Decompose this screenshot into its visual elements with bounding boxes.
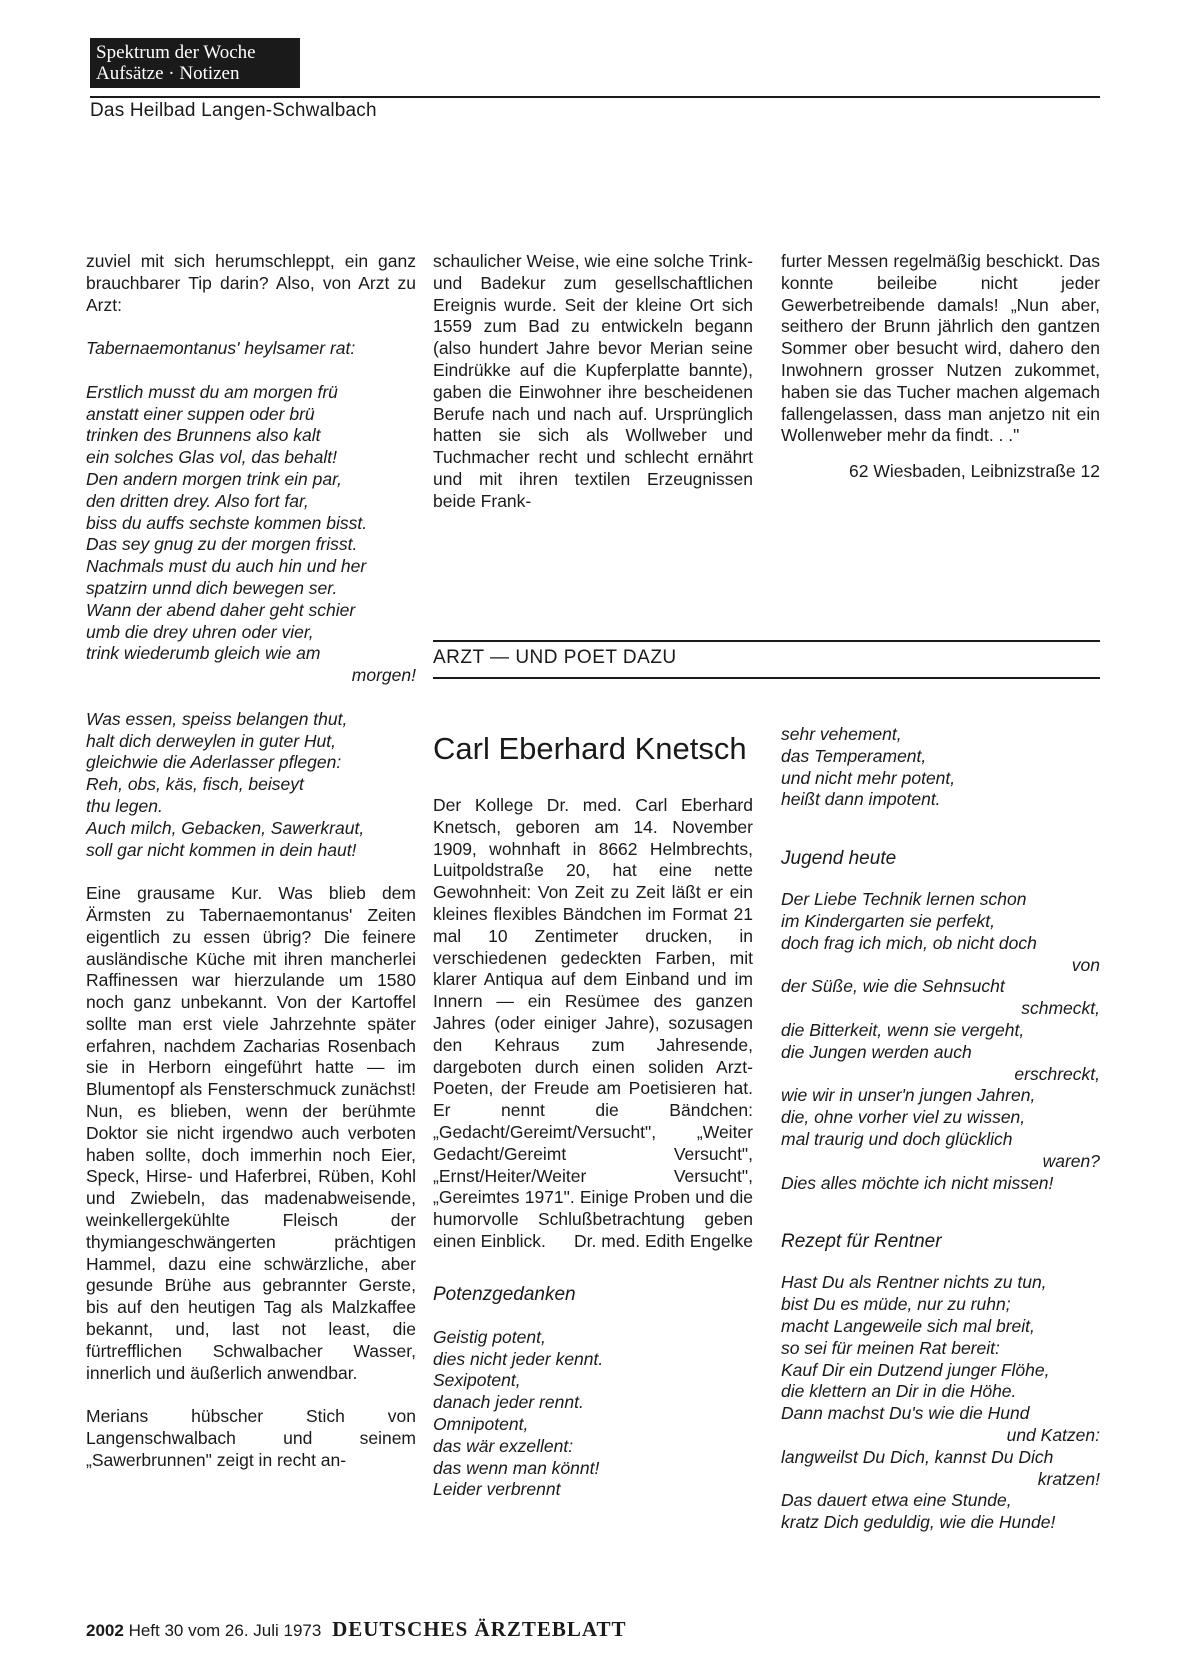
poem-line: wie wir in unser'n jungen Jahren, [781,1085,1036,1106]
poem-tabernaemontanus [86,382,416,665]
poem-line: doch frag ich mich, ob nicht doch [781,932,1037,953]
poem-line: waren? [1042,1150,1100,1171]
poem-line: erschreckt, [1014,1063,1100,1084]
poem-jugend-heute [781,889,1100,1194]
poem-line: den dritten drey. Also fort far, [86,490,309,511]
col2-paragraph: schaulicher Weise, wie eine solche Trink- und Badekur zum gesellschaftlichen Ereignis wurde. Seit der kleine Ort sich 1559 zum Bad zu entwickeln begann (also hundert Jahre bevor Merian seine Eindrükke auf die Kupferplatte bannte), gaben die Einwohner ihre bescheidenen Berufe nach und nach auf. Ursprünglich hatten sie sich als Wollweber und Tuchmacher recht und schlecht ernährt und mit ihren textilen Erzeugnissen beide Frank- [433,251,753,511]
article-author: Dr. med. Edith Engelke [574,1230,753,1251]
poem-line: Erstlich musst du am morgen frü [86,381,338,402]
poem-line: kratzen! [1037,1468,1100,1489]
poem-line: die, ohne vorher viel zu wissen, [781,1107,1026,1128]
poem-line: macht Langeweile sich mal breit, [781,1315,1035,1336]
poem-line: Reh, obs, käs, fisch, beiseyt [86,774,304,795]
column-3-bottom [781,724,1100,1534]
poem-potenzgedanken-continued [781,724,1100,811]
poem-line: Leider verbrennt [433,1479,561,1500]
poem-line: Den andern morgen trink ein par, [86,468,342,489]
poem-title-rezept-fuer-rentner: Rezept für Rentner [781,1231,942,1253]
section-rule-top [433,640,1100,642]
col1-paragraph-1: Eine grausame Kur. Was blieb dem Ärmsten zu Tabernaemontanus' Zeiten eigentlich zu essen übrig? Die feinere ausländische Küche mit ihren mancherlei Raffinessen war hierzulande um 1580 noch ganz unbekannt. Von der Kartoffel sollte man erst viele Jahrzehnte später erfahren, nachdem Zacharias Rosenbach sie in Herborn eingeführt hatte — im Blumentopf als Fensterschmuck zunächst! Nun, es blieben, wenn der berühmte Doktor sie nicht irgendwo auch verboten haben sollte, doch immerhin noch Eier, Speck, Hirse- und Haferbrei, Rüben, Kohl und Zwiebeln, das madenabweisende, weinkellergekühlte Fleisch der thymiangeschwängerten prächtigen Hammel, dazu eine schwärzliche, aber gesunde Brühe aus gebrannter Gerste, bis auf den heutigen Tag als Malzkaffee bekannt, und, last not least, die fürtrefflichen Schwalbacher Wasser, innerlich und äußerlich anwendbar. [86,883,416,1383]
poem-line: thu legen. [86,795,163,816]
poem-line: kratz Dich geduldig, wie die Hunde! [781,1512,1056,1533]
poem-line: biss du auffs sechste kommen bisst. [86,512,368,533]
page-subtitle: Das Heilbad Langen-Schwalbach [90,100,377,121]
section-header-box [90,38,300,88]
poem-title-potenzgedanken: Potenzgedanken [433,1283,576,1305]
poem-line: Das sey gnug zu der morgen frisst. [86,534,358,555]
column-2-bottom [433,795,753,1501]
poem-line: bist Du es müde, nur zu ruhn; [781,1294,1011,1315]
poem-line: Sexipotent, [433,1370,521,1391]
poem-line: das wenn man könnt! [433,1457,600,1478]
poem-line: Was essen, speiss belangen thut, [86,708,348,729]
poem-line: heißt dann impotent. [781,789,941,810]
col3-paragraph: furter Messen regelmäßig beschickt. Das konnte beileibe nicht jeder Gewerbetreibende damals! „Nun aber, seithero der Brunn jährlich den gantzen Sommer ober besucht wird, dahero den Inwohnern grosser Nutzen zukommet, haben sie das Tucher machen algemach fallengelassen, dass man anjetzo nit ein Wollenweber mehr da findt. . ." [781,251,1100,446]
section-rule-bottom [433,677,1100,679]
poem-line: Dann machst Du's wie die Hund [781,1403,1030,1424]
poem-line: dies nicht jeder kennt. [433,1348,604,1369]
page-number: 2002 [86,1621,124,1640]
knetsch-intro: Der Kollege Dr. med. Carl Eberhard Knetsch, geboren am 14. November 1909, wohnhaft in 8662 Helmbrechts, Luitpoldstraße 20, hat eine nette Gewohnheit: Von Zeit zu Zeit läßt er ein kleines flexibles Bändchen im Format 21 mal 10 Zentimeter drucken, in verschiedenen gedeckten Farben, mit klarer Antiqua auf dem Einband und im Innern — ein Resümee des ganzen Jahres (oder einiger Jahre), sozusagen den Kehraus zum Jahresende, dargeboten durch einen soliden Arzt-Poeten, der Freude am Poetisieren hat. Er nennt die Bändchen: „Gedacht/Gereimt/Versucht", „Weiter Gedacht/Gereimt Versucht", „Ernst/Heiter/Weiter Versucht", „Gereimtes 1971". Einige Proben und die humorvolle Schlußbetrachtung geben einen Einblick. [433,795,753,1251]
page-footer [86,1618,627,1642]
section-header-line2: Aufsätze · Notizen [96,63,240,84]
poem-line: Auch milch, Gebacken, Sawerkraut, [86,817,365,838]
poem-line: trinken des Brunnens also kalt [86,425,321,446]
poem-line: Der Liebe Technik lernen schon [781,889,1027,910]
poem-line: und nicht mehr potent, [781,767,956,788]
poem-line: die klettern an Dir in die Höhe. [781,1381,1017,1402]
poem-title-tabernaemontanus: Tabernaemontanus' heylsamer rat: [86,338,356,359]
poem-line: das wär exzellent: [433,1435,574,1456]
poem-diet-rules [86,709,416,862]
poem-line: die Jungen werden auch [781,1041,972,1062]
poem-line: so sei für meinen Rat bereit: [781,1337,1000,1358]
poem-line: sehr vehement, [781,724,902,744]
issue-info: Heft 30 vom 26. Juli 1973 [128,1621,322,1640]
poem-line: die Bitterkeit, wenn sie vergeht, [781,1019,1025,1040]
author-address: 62 Wiesbaden, Leibnizstraße 12 [849,461,1100,482]
poem-line: halt dich derweylen in guter Hut, [86,730,336,751]
column-3-top [781,251,1100,483]
poem-line: Hast Du als Rentner nichts zu tun, [781,1272,1047,1293]
poem-line: Kauf Dir ein Dutzend junger Flöhe, [781,1359,1050,1380]
poem-title-jugend-heute: Jugend heute [781,848,897,870]
poem-rezept-fuer-rentner [781,1272,1100,1534]
poem-line: umb die drey uhren oder vier, [86,621,314,642]
column-1 [86,251,416,1472]
poem-line: anstatt einer suppen oder brü [86,403,315,424]
poem-line: ein solches Glas vol, das behalt! [86,447,337,468]
poem-line: der Süße, wie die Sehnsucht [781,976,1005,997]
header-rule [90,96,1100,98]
poem-line: spatzirn unnd dich bewegen ser. [86,577,338,598]
poem-line: Wann der abend daher geht schier [86,599,356,620]
poem-line: mal traurig und doch glücklich [781,1128,1013,1149]
poem-line-last: morgen! [351,665,416,686]
poem-line: das Temperament, [781,745,927,766]
column-2-top [433,251,753,513]
poem-line: gleichwie die Aderlasser pflegen: [86,752,342,773]
poem-line: und Katzen: [1006,1424,1100,1445]
poem-line: danach jeder rennt. [433,1392,584,1413]
poem-line: soll gar nicht kommen in dein haut! [86,839,357,860]
poem-line: im Kindergarten sie perfekt, [781,910,995,931]
poem-line: langweilst Du Dich, kannst Du Dich [781,1446,1054,1467]
poem-potenzgedanken [433,1327,753,1501]
poem-line: Geistig potent, [433,1326,546,1347]
col1-intro: zuviel mit sich herumschleppt, ein ganz brauchbarer Tip darin? Also, von Arzt zu Arzt: [86,251,416,315]
poem-line: trink wiederumb gleich wie am [86,643,321,664]
col1-paragraph-2: Merians hübscher Stich von Langenschwalbach und seinem „Sawerbrunnen" zeigt in recht an- [86,1406,416,1470]
poem-line: von [1071,954,1100,975]
poem-line: Dies alles möchte ich nicht missen! [781,1172,1054,1193]
section-label: ARZT — UND POET DAZU [433,647,677,668]
poem-line: Das dauert etwa eine Stunde, [781,1490,1012,1511]
article-title: Carl Eberhard Knetsch [433,731,747,766]
section-header-line1: Spektrum der Woche [96,42,256,63]
poem-line: schmeckt, [1021,998,1100,1019]
poem-line: Nachmals must du auch hin und her [86,556,367,577]
journal-masthead: DEUTSCHES ÄRZTEBLATT [332,1617,627,1641]
poem-line: Omnipotent, [433,1413,529,1434]
